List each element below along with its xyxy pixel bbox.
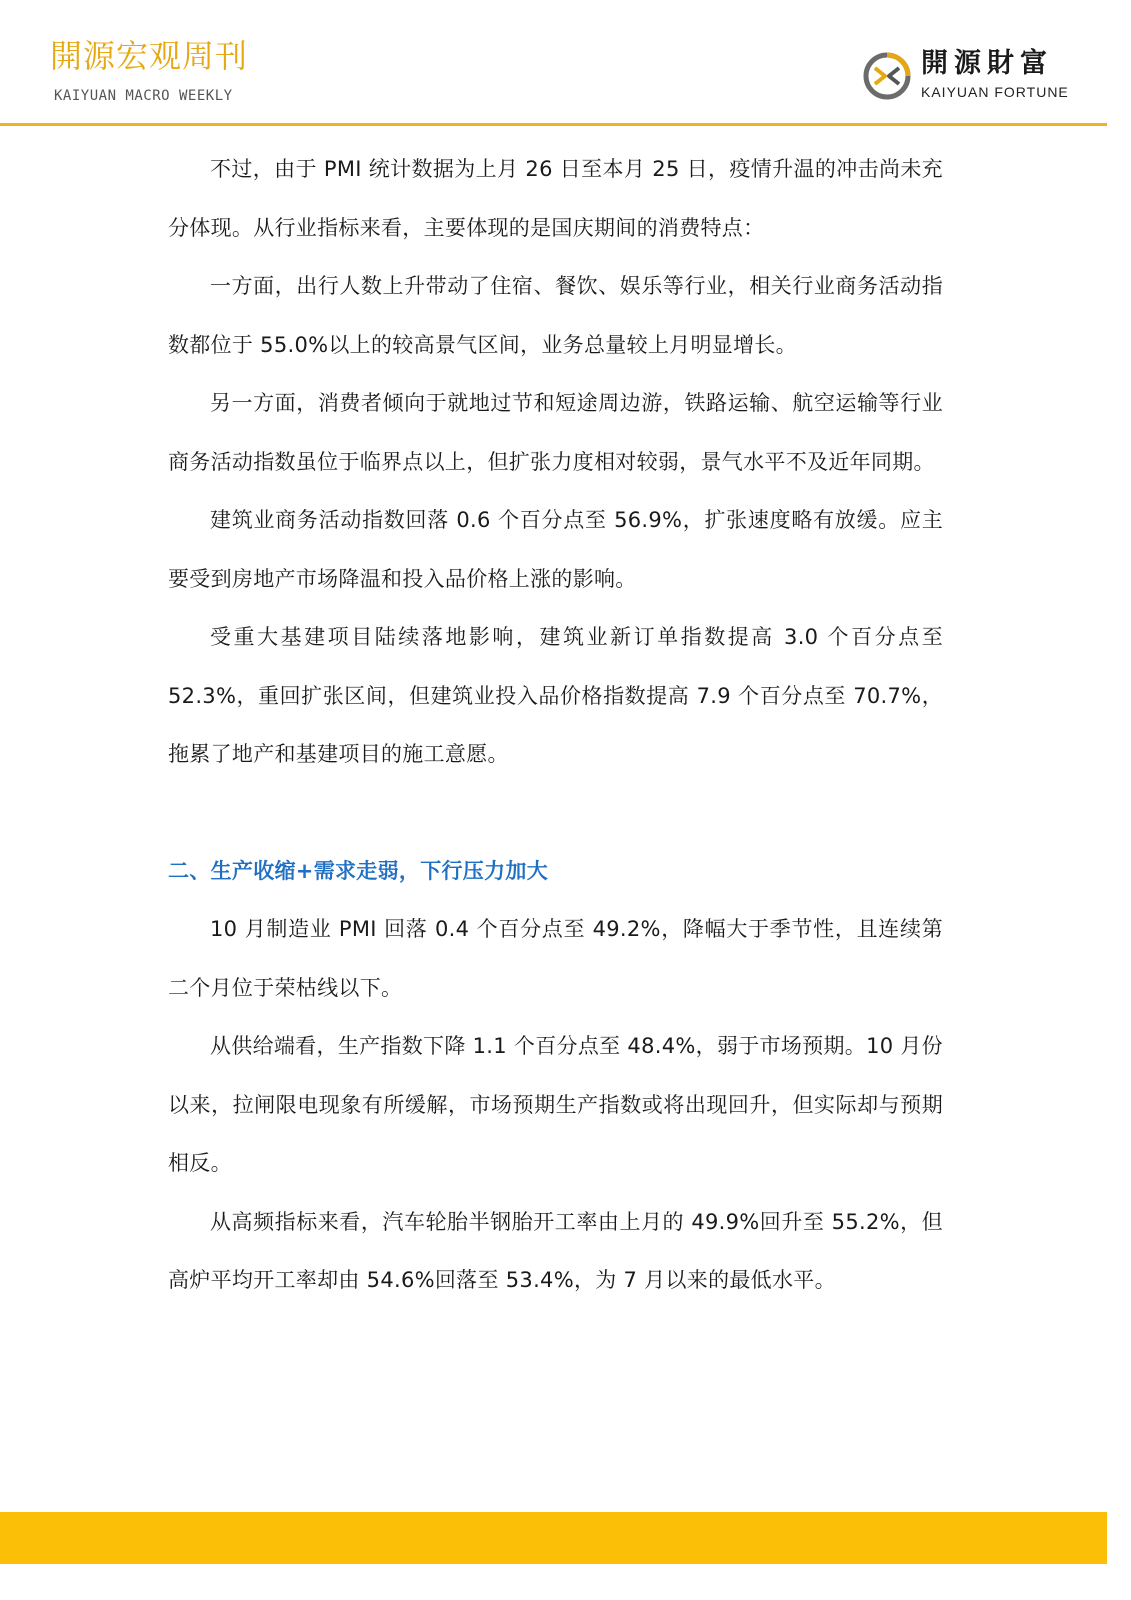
- publication-title: 開源宏观周刊: [50, 37, 249, 75]
- paragraph: 一方面，出行人数上升带动了住宿、餐饮、娱乐等行业，相关行业商务活动指数都位于 55.0%以上的较高景气区间，业务总量较上月明显增长。: [168, 274, 943, 357]
- brand-name-en: KAIYUAN FORTUNE: [921, 84, 1069, 100]
- article-body: [168, 140, 943, 1310]
- paragraph: 从高频指标来看，汽车轮胎半钢胎开工率由上月的 49.9%回升至 55.2%，但高炉平均开工率却由 54.6%回落至 53.4%，为 7 月以来的最低水平。: [168, 1209, 943, 1292]
- publication-subtitle: KAIYUAN MACRO WEEKLY: [54, 88, 233, 104]
- paragraph: 建筑业商务活动指数回落 0.6 个百分点至 56.9%，扩张速度略有放缓。应主要受到房地产市场降温和投入品价格上涨的影响。: [168, 508, 943, 591]
- paragraph: 10 月制造业 PMI 回落 0.4 个百分点至 49.2%，降幅大于季节性，且连续第二个月位于荣枯线以下。: [168, 917, 943, 1000]
- brand-name-cn: 開源財富: [921, 48, 1053, 79]
- footer-bar: [0, 1512, 1107, 1564]
- page-header: [0, 0, 1131, 126]
- paragraph: 受重大基建项目陆续落地影响，建筑业新订单指数提高 3.0 个百分点至 52.3%，重回扩张区间，但建筑业投入品价格指数提高 7.9 个百分点至 70.7%，拖累了地产和基建项目的施工意愿。: [168, 625, 943, 766]
- kaiyuan-logo-icon: [863, 52, 911, 100]
- section-heading: 二、生产收缩+需求走弱，下行压力加大: [168, 858, 548, 883]
- paragraph: 不过，由于 PMI 统计数据为上月 26 日至本月 25 日，疫情升温的冲击尚未充分体现。从行业指标来看，主要体现的是国庆期间的消费特点：: [168, 157, 943, 240]
- paragraph: 从供给端看，生产指数下降 1.1 个百分点至 48.4%，弱于市场预期。10 月份以来，拉闸限电现象有所缓解，市场预期生产指数或将出现回升，但实际却与预期相反。: [168, 1034, 943, 1175]
- paragraph: 另一方面，消费者倾向于就地过节和短途周边游，铁路运输、航空运输等行业商务活动指数虽位于临界点以上，但扩张力度相对较弱，景气水平不及近年同期。: [168, 391, 943, 474]
- brand-block: [863, 50, 1083, 104]
- header-divider: [0, 123, 1107, 126]
